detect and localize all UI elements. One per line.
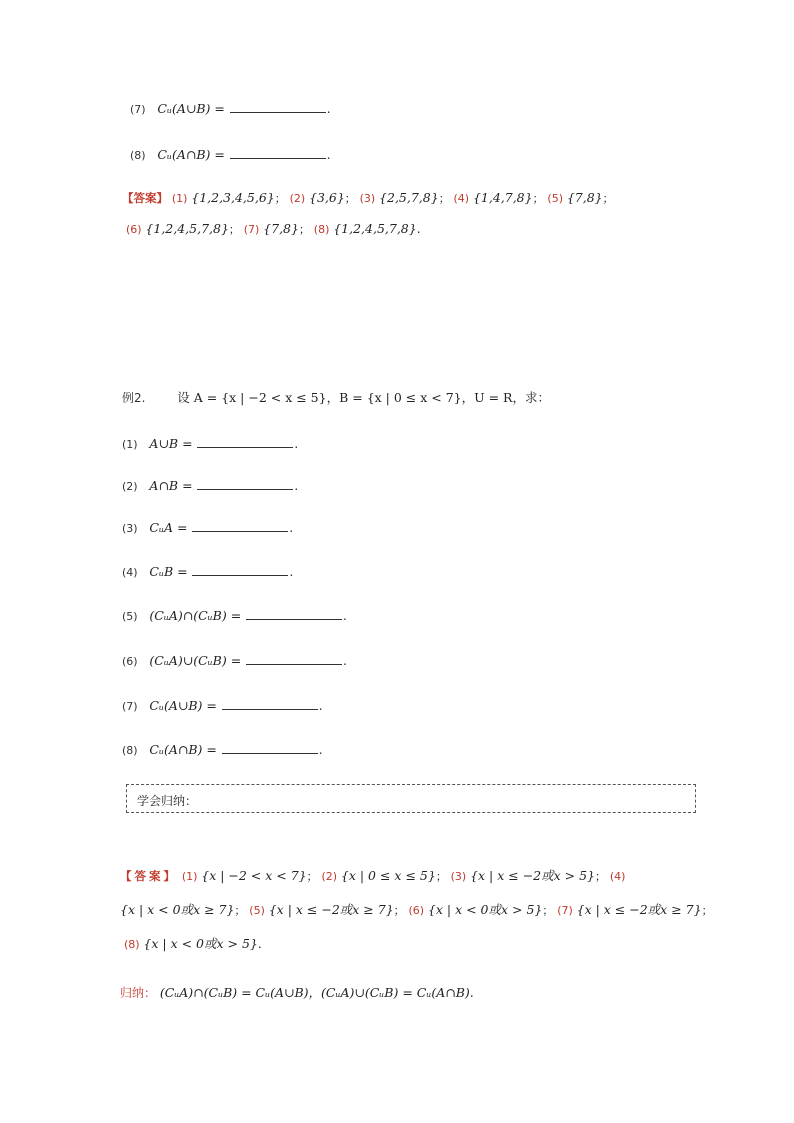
question-label: (4) <box>122 566 138 579</box>
answer-item-value: {x | x < 0或x > 5} <box>143 936 258 951</box>
answer-tag: 【答案】 <box>120 869 178 883</box>
question-expr: CᵤA = <box>149 520 188 535</box>
question-expr: A∪B = <box>149 436 193 451</box>
answer-item-no: (5) <box>547 192 563 205</box>
answer-item-no: (8) <box>313 223 330 236</box>
answer-item-value: {x | 0 ≤ x ≤ 5} <box>340 868 436 883</box>
question-8: (8) Cᵤ(A∩B) = . <box>122 742 323 757</box>
answer-blank[interactable] <box>246 607 342 620</box>
question-2: (2) A∩B = . <box>122 478 299 493</box>
question-7: (7) Cᵤ(A∪B) = . <box>122 698 323 713</box>
question-label: (8) <box>130 149 146 162</box>
answer-item-no: (6) <box>126 223 142 236</box>
answer-1-line-2: (6) {1,2,4,5,7,8}； (7) {7,8}； (8) {1,2,4,5,7,8}. <box>126 221 421 236</box>
answer-blank[interactable] <box>192 563 288 576</box>
answer-item-value: {1,2,3,4,5,6} <box>191 190 275 205</box>
answer-item-value: {x | x < 0或x ≥ 7} <box>120 902 235 917</box>
answer-item-no: (7) <box>243 223 260 236</box>
example-title: 例2. <box>122 391 146 405</box>
answer-1-line-1: 【答案】 (1) {1,2,3,4,5,6}； (2) {3,6}； (3) {2,5,7,8}； (4) {1,4,7,8}； (5) {7,8}； <box>122 190 614 205</box>
answer-item-no: (3) <box>450 870 467 883</box>
question-label: (1) <box>122 438 138 451</box>
answer-item-value: {x | x ≤ −2或x ≥ 7} <box>576 902 702 917</box>
question-expr: Cᵤ(A∩B) = <box>149 742 217 757</box>
answer-blank[interactable] <box>197 477 293 490</box>
answer-2-line-3: (8) {x | x < 0或x > 5}. <box>124 936 262 951</box>
question-label: (7) <box>130 103 146 116</box>
answer-item-no: (2) <box>289 192 306 205</box>
question-8-part1: (8) Cᵤ(A∩B) = . <box>130 147 331 162</box>
answer-item-no: (4) <box>453 192 470 205</box>
induction-line <box>120 985 474 1001</box>
answer-blank[interactable] <box>230 146 326 159</box>
answer-item-no: (5) <box>249 904 265 917</box>
question-7-part1: (7) Cᵤ(A∪B) = . <box>130 101 331 116</box>
question-expr: Cᵤ(A∪B) = <box>157 101 225 116</box>
answer-item-value: {1,2,4,5,7,8} <box>333 221 417 236</box>
answer-item-no: (4) <box>609 870 626 883</box>
answer-item-value: {1,4,7,8} <box>472 190 533 205</box>
answer-blank[interactable] <box>197 435 293 448</box>
question-expr: A∩B = <box>149 478 193 493</box>
answer-2-line-1: 【答案】 (1) {x | −2 < x < 7}； (2) {x | 0 ≤ x ≤ 5}； (3) {x | x ≤ −2或x > 5}； (4) <box>120 868 626 883</box>
answer-item-no: (6) <box>408 904 425 917</box>
answer-item-value: {x | x ≤ −2或x ≥ 7} <box>268 902 394 917</box>
question-4: (4) CᵤB = . <box>122 564 294 579</box>
question-label: (6) <box>122 655 138 668</box>
question-label: (8) <box>122 744 138 757</box>
answer-item-value: {3,6} <box>309 190 345 205</box>
induction-label: 归纳： <box>120 986 157 1000</box>
induction-formula: (CᵤA)∩(CᵤB) = Cᵤ(A∪B)，(CᵤA)∪(CᵤB) = Cᵤ(A∩B). <box>159 985 474 1000</box>
answer-item-no: (2) <box>321 870 338 883</box>
answer-item-value: {7,8} <box>263 221 299 236</box>
summary-label: 学会归纳： <box>137 794 198 808</box>
question-6: (6) (CᵤA)∪(CᵤB) = . <box>122 653 347 668</box>
question-label: (2) <box>122 480 138 493</box>
summary-box[interactable] <box>126 784 696 813</box>
question-expr: (CᵤA)∩(CᵤB) = <box>149 608 242 623</box>
answer-item-value: {7,8} <box>566 190 603 205</box>
example-statement: 设 A = {x | −2 < x ≤ 5}，B = {x | 0 ≤ x < 7}，U = R，求： <box>177 390 550 405</box>
answer-item-value: {x | x ≤ −2或x > 5} <box>470 868 595 883</box>
question-label: (7) <box>122 700 138 713</box>
answer-blank[interactable] <box>192 519 288 532</box>
answer-item-no: (1) <box>171 192 188 205</box>
answer-tag: 【答案】 <box>122 191 168 205</box>
answer-item-no: (7) <box>557 904 573 917</box>
answer-item-no: (3) <box>359 192 376 205</box>
question-3: (3) CᵤA = . <box>122 520 294 535</box>
answer-item-value: {2,5,7,8} <box>379 190 439 205</box>
answer-blank[interactable] <box>222 741 318 754</box>
answer-item-no: (8) <box>124 938 140 951</box>
answer-blank[interactable] <box>222 697 318 710</box>
answer-2-line-2: {x | x < 0或x ≥ 7}； (5) {x | x ≤ −2或x ≥ 7}； (6) {x | x < 0或x > 5}； (7) {x | x ≤ −2或x ≥ 7}； <box>120 902 713 917</box>
question-5: (5) (CᵤA)∩(CᵤB) = . <box>122 608 347 623</box>
question-1: (1) A∪B = . <box>122 436 299 451</box>
question-label: (5) <box>122 610 138 623</box>
example-2-heading <box>122 390 550 406</box>
answer-item-no: (1) <box>181 870 198 883</box>
answer-blank[interactable] <box>246 652 342 665</box>
question-label: (3) <box>122 522 138 535</box>
answer-item-value: {x | x < 0或x > 5} <box>427 902 543 917</box>
answer-item-value: {1,2,4,5,7,8} <box>145 221 229 236</box>
question-expr: (CᵤA)∪(CᵤB) = <box>149 653 242 668</box>
question-expr: CᵤB = <box>149 564 188 579</box>
answer-blank[interactable] <box>230 100 326 113</box>
question-expr: Cᵤ(A∩B) = <box>157 147 225 162</box>
answer-item-value: {x | −2 < x < 7} <box>201 868 307 883</box>
question-expr: Cᵤ(A∪B) = <box>149 698 217 713</box>
